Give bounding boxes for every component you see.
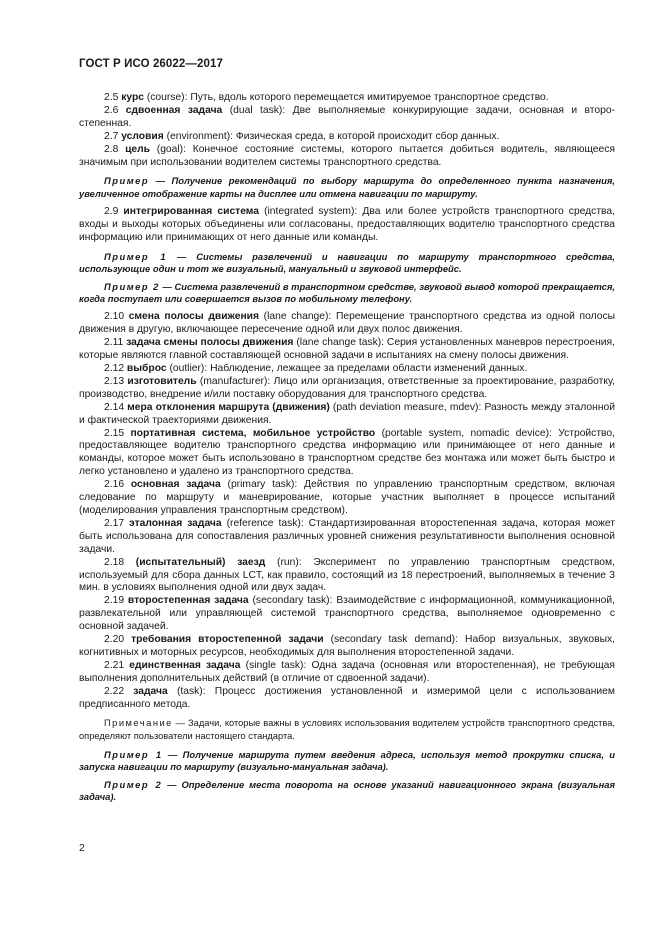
definition-text: (environment): Физическая среда, в которой происходит сбор данных. bbox=[163, 130, 500, 142]
term-definition bbox=[79, 376, 615, 402]
term: (испытательный) заезд bbox=[135, 556, 266, 568]
example-label: Пример 2 bbox=[104, 779, 163, 791]
term: мера отклонения маршрута (движения) bbox=[127, 401, 330, 413]
term-definition bbox=[79, 479, 615, 518]
definition-text: (reference task): Стандартизированная второстепенная задача, которая может быть использована для сопоставления различных уровней снижения результативности выполнения основной задачи. bbox=[79, 517, 615, 555]
definition-text: (dual task): Две выполняемые конкурирующие задачи, основная и второ-степенная. bbox=[79, 104, 615, 129]
example-text: — Получение маршрута путем введения адреса, используя метод прокрутки списка, и запуска навигации по маршруту (визуально-мануальная задача). bbox=[79, 748, 615, 772]
term-definition bbox=[79, 686, 615, 712]
clause-number: 2.10 bbox=[104, 311, 125, 323]
term-definition bbox=[79, 363, 615, 376]
note-text: — Задачи, которые важны в условиях использования водителем устройств транспортного средства, определяют пользователи настоящего стандарта. bbox=[79, 718, 615, 741]
term: требования второстепенной задачи bbox=[131, 634, 324, 646]
example-label: Пример 1 bbox=[104, 250, 168, 262]
definition-text: (goal): Конечное состояние системы, которого пытается добиться водитель, являющееся значимым при использовании водителем системы транспортного средства. bbox=[79, 143, 615, 168]
definition-text: (run): Эксперимент по управлению транспортным средством, используемый для сбора данных LCT, как правило, состоящий из 18 перестроений, выполняемых в течение 3 мин. в условиях выполнения одной или двух задач. bbox=[79, 556, 615, 594]
example-paragraph bbox=[79, 749, 615, 773]
clause-number: 2.13 bbox=[104, 375, 125, 387]
note-label: Примечание bbox=[104, 718, 173, 729]
term-definition bbox=[79, 206, 615, 245]
definition-text: (primary task): Действия по управлению транспортным средством, включая следование по маршруту и маневрирование, которые участник выполняет в процессе испытаний (моделирования управления транспортным средством). bbox=[79, 479, 615, 516]
clause-number: 2.16 bbox=[104, 479, 125, 491]
example-paragraph bbox=[79, 779, 615, 803]
clause-number: 2.17 bbox=[104, 517, 125, 529]
example-label: Пример 2 bbox=[104, 280, 160, 292]
term-definition bbox=[79, 402, 615, 428]
definition-text: (secondary task demand): Набор визуальных, звуковых, когнитивных и моторных ресурсов, необходимых для выполнения второстепенной задачи. bbox=[79, 634, 615, 658]
term: портативная система, мобильное устройство bbox=[130, 427, 376, 439]
term-definition bbox=[79, 131, 615, 144]
term-definition bbox=[79, 428, 615, 480]
term: задача смены полосы движения bbox=[126, 337, 294, 349]
example-text: — Системы развлечений и навигации по маршруту транспортного средства, использующие один и тот же визуальный, мануальный и звуковой интерфейс. bbox=[79, 250, 615, 274]
definition-text: (task): Процесс достижения установленной и измеримой цели с использованием предписанного метода. bbox=[79, 685, 615, 710]
definition-text: (lane change): Перемещение транспортного средства из одной полосы движения в другую, включающее пересечение одной или двух полос движения. bbox=[79, 311, 615, 336]
term: выброс bbox=[126, 363, 167, 374]
document-body bbox=[79, 92, 615, 803]
example-paragraph bbox=[79, 251, 615, 275]
term: единственная задача bbox=[129, 659, 241, 671]
term-definition bbox=[79, 557, 615, 596]
term: второстепенная задача bbox=[127, 595, 249, 607]
clause-number: 2.7 bbox=[104, 130, 119, 142]
clause-number: 2.15 bbox=[104, 427, 125, 439]
clause-number: 2.22 bbox=[104, 685, 125, 697]
term: смена полосы движения bbox=[128, 311, 260, 323]
definition-text: (secondary task): Взаимодействие с информационной, коммуникационной, развлекательной или управляющей системой транспортного средства, выполняемое одновременно с основной задачей. bbox=[79, 595, 615, 633]
term-definition bbox=[79, 518, 615, 557]
term: задача bbox=[133, 685, 168, 697]
term-definition bbox=[79, 660, 615, 686]
clause-number: 2.18 bbox=[104, 556, 125, 568]
example-paragraph bbox=[79, 175, 615, 199]
term-definition bbox=[79, 311, 615, 337]
clause-number: 2.20 bbox=[104, 634, 125, 646]
definition-text: (course): Путь, вдоль которого перемещается имитируемое транспортное средство. bbox=[143, 92, 549, 103]
example-text: — Система развлечений в транспортном средстве, звуковой вывод которой прекращается, когда поступает или совершается вызов по мобильному телефону. bbox=[79, 280, 615, 305]
term-definition bbox=[79, 634, 615, 660]
document-header: ГОСТ Р ИСО 26022—2017 bbox=[79, 58, 224, 70]
example-text: — Определение места поворота на основе указаний навигационного экрана (визуальная задача). bbox=[79, 779, 616, 803]
page-number: 2 bbox=[79, 842, 85, 854]
definition-text: (path deviation measure, mdev): Разность между эталонной и фактической траекториями движения. bbox=[79, 401, 615, 426]
example-text: — Получение рекомендаций по выбору маршрута до определенного пункта назначения, увеличенное отображение карты на дисплее или отмена навигации по маршруту. bbox=[79, 175, 615, 199]
term: сдвоенная задача bbox=[125, 104, 223, 116]
term-definition bbox=[79, 105, 615, 131]
term-definition bbox=[79, 92, 615, 105]
term: условия bbox=[121, 130, 164, 142]
term-definition bbox=[79, 595, 615, 634]
term: цель bbox=[125, 143, 151, 155]
clause-number: 2.5 bbox=[104, 92, 119, 103]
clause-number: 2.6 bbox=[104, 104, 119, 116]
term-definition bbox=[79, 337, 615, 363]
example-label: Пример 1 bbox=[104, 748, 163, 760]
definition-text: (portable system, nomadic device): Устройство, предоставляющее водителю транспортного средства информацию или принимающее от него данные и команды, которое может быть использовано в транспортном средстве без монтажа или может быть быстро и легко установлено и удалено из транспортного средства. bbox=[79, 427, 615, 478]
term: эталонная задача bbox=[129, 517, 222, 529]
example-label: Пример bbox=[104, 175, 150, 187]
definition-text: (manufacturer): Лицо или организация, ответственные за проектирование, разработку, производство, внедрение и/или поставку оборудования для транспортного средства. bbox=[79, 375, 615, 400]
definition-text: (outlier): Наблюдение, лежащее за пределами области изменений данных. bbox=[166, 363, 528, 374]
clause-number: 2.9 bbox=[104, 205, 119, 217]
clause-number: 2.8 bbox=[104, 143, 119, 155]
definition-text: (single task): Одна задача (основная или второстепенная), не требующая выполнения дополнительных действий (в отличие от сдвоенной задачи). bbox=[79, 659, 615, 684]
clause-number: 2.14 bbox=[104, 401, 125, 413]
clause-number: 2.19 bbox=[104, 595, 125, 607]
definition-text: (integrated system): Два или более устройств транспортного средства, входы и выходы которых объединены или согласованы, предоставляющих водителю транспортного средства информацию или принимающих от него данные или команды. bbox=[79, 205, 615, 243]
clause-number: 2.11 bbox=[104, 337, 124, 349]
definition-text: (lane change task): Серия установленных маневров перестроения, которые являются главной составляющей основной задачи в испытаниях на смену полосы движения. bbox=[79, 337, 615, 362]
example-paragraph bbox=[79, 281, 615, 305]
term: интегрированная система bbox=[123, 205, 260, 217]
term: курс bbox=[121, 92, 144, 103]
note-paragraph bbox=[79, 717, 615, 741]
term-definition bbox=[79, 144, 615, 170]
clause-number: 2.21 bbox=[104, 659, 125, 671]
clause-number: 2.12 bbox=[104, 363, 125, 374]
term: основная задача bbox=[130, 479, 221, 491]
term: изготовитель bbox=[127, 375, 197, 387]
